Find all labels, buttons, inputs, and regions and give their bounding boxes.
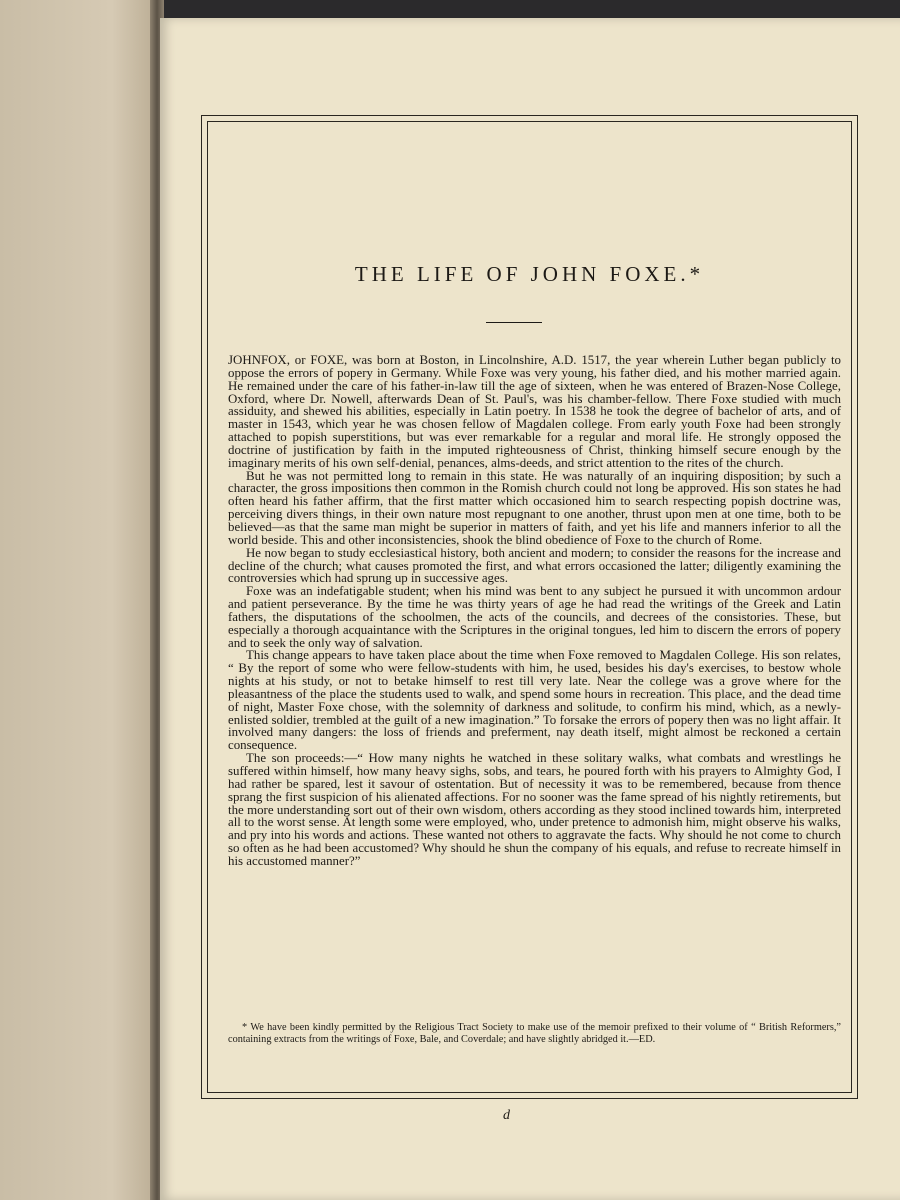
paragraph-2: But he was not permitted long to remain in this state. He was naturally of an inquiring disposition; by such a character, the gross impositions then common in the Romish church could not long be approved. His son states he had often heard his father affirm, that the first matter which occasioned him to search respecting popish doctrine was, perceiving divers things, in their own nature most repugnant to one another, thrust upon men at one time, both to be believed—as that the same man might be superior in matters of faith, and yet his life and manners inferior to all the world beside. This and other inconsistencies, shook the blind obedience of Foxe to the church of Rome.	[228, 468, 841, 547]
paragraph-6: The son proceeds:—“ How many nights he watched in these solitary walks, what combats and wrestlings he suffered within himself, how many heavy sighs, sobs, and tears, he poured forth with his prayers to Almighty God, I had rather be spared, lest it savour of ostentation. But of necessity it was to be remembered, because from thence sprang the first suspicion of his alienated affections. For no sooner was the fame spread of his nightly retirements, but the more understanding sort out of their own wisdom, others according as they stood inclined towards him, interpreted all to the worst sense. At length some were employed, who, under pretence to admonish him, might observe his walks, and pry into his words and actions. These wanted not others to aggravate the facts. Why should he not come to church so often as he had been accustomed? Why should he shun the company of his equals, and refuse to recreate himself in his accustomed manner?”	[228, 751, 841, 868]
paragraph-4: Foxe was an indefatigable student; when his mind was bent to any subject he pursued it with uncommon ardour and patient perseverance. By the time he was thirty years of age he had read the writings of the Greek and Latin fathers, the disputations of the schoolmen, the acts of the councils, and decrees of the consistories. These, but especially a thorough acquaintance with the Scriptures in the original tongues, led him to discern the errors of popery and to seek the only way of salvation.	[228, 584, 841, 650]
paragraph-3: He now began to study ecclesiastical history, both ancient and modern; to consider the reasons for the increase and decline of the church; what causes promoted the first, and what errors occasioned the latter; diligently examining the controversies which had sprung up in successive ages.	[228, 545, 841, 586]
title-rule	[486, 322, 542, 323]
page-title: THE LIFE OF JOHN FOXE.*	[354, 262, 705, 286]
body-text	[228, 354, 841, 868]
page-border-inner	[207, 121, 852, 1093]
paragraph-5: This change appears to have taken place about the time when Foxe removed to Magdalen College. His son relates, “ By the report of some who were fellow-students with him, he used, besides his day's exercises, to bestow whole nights at his study, or not to betake himself to rest till very late. Near the college was a grove where for the pleasantness of the place the students used to walk, and spend some hours in recreation. This place, and the dead time of night, Master Foxe chose, with the solemnity of darkness and solitude, to confirm his mind, which, as a newly-enlisted soldier, trembled at the guilt of a new imagination.” To forsake the errors of popery then was no light affair. It involved many dangers: the loss of friends and preferment, nay death itself, might almost be reckoned a certain consequence.	[228, 648, 841, 753]
book-page	[160, 18, 900, 1200]
page-border-outer	[201, 115, 858, 1099]
footnote: * We have been kindly permitted by the Religious Tract Society to make use of the memoir prefixed to their volume of “ British Reformers,” containing extracts from the writings of Foxe, Bale, and Coverdale; and have slightly abridged it.—ED.	[228, 1022, 841, 1045]
page-signature: d	[503, 1108, 510, 1123]
left-page	[0, 0, 160, 1200]
paragraph-1: JOHNFOX, or FOXE, was born at Boston, in Lincolnshire, A.D. 1517, the year wherein Luther began publicly to oppose the errors of popery in Germany. While Foxe was very young, his father died, and his mother married again. He remained under the care of his father-in-law till the age of sixteen, when he was entered of Brazen-Nose College, Oxford, where Dr. Nowell, afterwards Dean of St. Paul's, was his chamber-fellow. There Foxe studied with much assiduity, and shewed his abilities, especially in Latin poetry. In 1538 he took the degree of bachelor of arts, and of master in 1543, which year he was chosen fellow of Magdalen college. From early youth Foxe had been strongly attached to popish superstitions, but was ever remarkable for a regular and moral life. He strongly opposed the doctrine of justification by faith in the imputed righteousness of Christ, thinking himself secure enough by the imaginary merits of his own self-denial, penances, alms-deeds, and strict attention to the rites of the church.	[228, 353, 841, 470]
